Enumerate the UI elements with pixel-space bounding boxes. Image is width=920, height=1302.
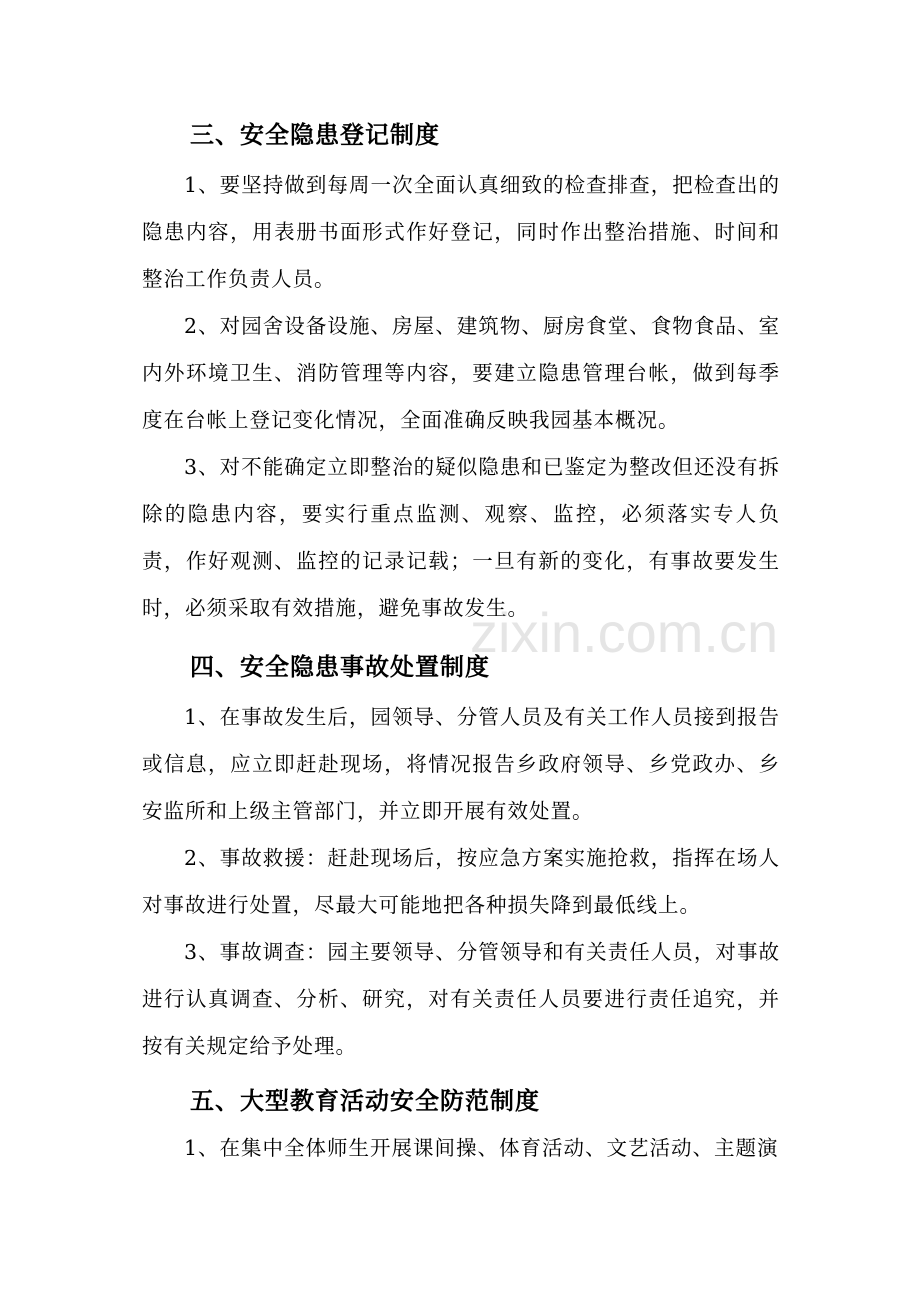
paragraph-4-2: 2、事故救援：赶赴现场后，按应急方案实施抢救，指挥在场人对事故进行处置，尽最大可能地把各种损失降到最低线上。 xyxy=(142,846,780,917)
paragraph-4-3: 3、事故调查：园主要领导、分管领导和有关责任人员，对事故进行认真调查、分析、研究，对有关责任人员要进行责任追究，并按有关规定给予处理。 xyxy=(142,940,780,1058)
paragraph-3-3: 3、对不能确定立即整治的疑似隐患和已鉴定为整改但还没有拆除的隐患内容，要实行重点监测、观察、监控，必须落实专人负责，作好观测、监控的记录记载；一旦有新的变化，有事故要发生时，必须采取有效措施，避免事故发生。 xyxy=(142,455,780,620)
section-heading-4: 四、安全隐患事故处置制度 xyxy=(190,653,490,681)
paragraph-4-1: 1、在事故发生后，园领导、分管人员及有关工作人员接到报告或信息，应立即赶赴现场，将情况报告乡政府领导、乡党政办、乡安监所和上级主管部门，并立即开展有效处置。 xyxy=(142,705,780,823)
paragraph-5-1: 1、在集中全体师生开展课间操、体育活动、文艺活动、主题演 xyxy=(184,1136,779,1160)
paragraph-3-2: 2、对园舍设备设施、房屋、建筑物、厨房食堂、食物食品、室内外环境卫生、消防管理等内容，要建立隐患管理台帐，做到每季度在台帐上登记变化情况，全面准确反映我园基本概况。 xyxy=(142,314,780,432)
section-heading-5: 五、大型教育活动安全防范制度 xyxy=(190,1087,540,1115)
section-heading-3: 三、安全隐患登记制度 xyxy=(190,121,440,149)
paragraph-3-1: 1、要坚持做到每周一次全面认真细致的检查排查，把检查出的隐患内容，用表册书面形式作好登记，同时作出整治措施、时间和整治工作负责人员。 xyxy=(142,173,780,291)
site-watermark: zixin.com.cn xyxy=(470,601,779,664)
